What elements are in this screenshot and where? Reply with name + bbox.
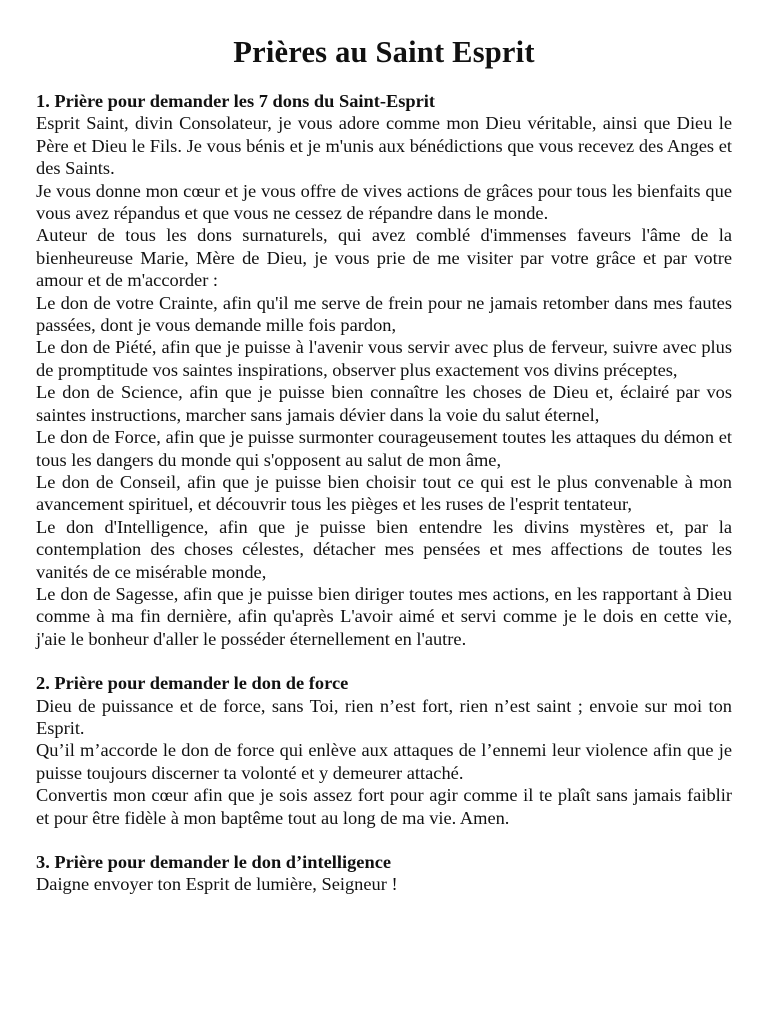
paragraph: Esprit Saint, divin Consolateur, je vous adore comme mon Dieu véritable, ainsi que Dieu le Père et Dieu le Fils. Je vous bénis et je m'unis aux bénédictions que vous recevez des Anges et des Saints. xyxy=(36,113,732,179)
section-heading: 1. Prière pour demander les 7 dons du Saint-Esprit xyxy=(36,91,436,111)
paragraph: Je vous donne mon cœur et je vous offre de vives actions de grâces pour tous les bienfaits que vous avez répandus et que vous ne cessez de répandre dans le monde. xyxy=(36,180,732,224)
section-heading: 2. Prière pour demander le don de force xyxy=(36,673,349,694)
paragraph: Dieu de puissance et de force, sans Toi, rien n’est fort, rien n’est saint ; envoie sur moi ton Esprit. xyxy=(36,695,732,738)
prayer-section-1 xyxy=(36,90,732,650)
paragraph: Daigne envoyer ton Esprit de lumière, Seigneur ! xyxy=(36,874,398,895)
prayer-section-3 xyxy=(36,851,732,896)
paragraph: Convertis mon cœur afin que je sois assez fort pour agir comme il te plaît sans jamais faiblir et pour être fidèle à mon baptême tout au long de ma vie. Amen. xyxy=(36,785,732,828)
section-heading: 3. Prière pour demander le don d’intelligence xyxy=(36,852,392,872)
paragraph: Le don de Sagesse, afin que je puisse bien diriger toutes mes actions, en les rapportant à Dieu comme à ma fin dernière, afin qu'après L'avoir aimé et servi comme je le dois en cette vie, j'aie le bonheur d'aller le posséder éternellement en l'autre. xyxy=(36,583,732,649)
paragraph: Le don de Piété, afin que je puisse à l'avenir vous servir avec plus de ferveur, suivre avec plus de promptitude vos saintes inspirations, observer plus exactement vos divins préceptes, xyxy=(36,337,732,380)
prayer-section-2 xyxy=(36,672,732,829)
paragraph: Qu’il m’accorde le don de force qui enlève aux attaques de l’ennemi leur violence afin que je puisse toujours discerner ta volonté et y demeurer attaché. xyxy=(36,740,732,783)
paragraph: Auteur de tous les dons surnaturels, qui avez comblé d'immenses faveurs l'âme de la bienheureuse Marie, Mère de Dieu, je vous prie de me visiter par votre grâce et par votre amour et de m'accorder : xyxy=(36,225,732,291)
paragraph: Le don d'Intelligence, afin que je puisse bien entendre les divins mystères et, par la contemplation des choses célestes, détacher mes pensées et mes affections de toutes les vanités de ce misérable monde, xyxy=(36,516,732,582)
paragraph: Le don de Conseil, afin que je puisse bien choisir tout ce qui est le plus convenable à mon avancement spirituel, et découvrir tous les pièges et les ruses de l'esprit tentateur, xyxy=(36,471,732,515)
paragraph: Le don de votre Crainte, afin qu'il me serve de frein pour ne jamais retomber dans mes fautes passées, dont je vous demande mille fois pardon, xyxy=(36,292,732,336)
paragraph: Le don de Force, afin que je puisse surmonter courageusement toutes les attaques du démon et tous les dangers du monde qui s'opposent au salut de mon âme, xyxy=(36,427,732,470)
page-title: Prières au Saint Esprit xyxy=(233,35,535,69)
paragraph: Le don de Science, afin que je puisse bien connaître les choses de Dieu et, éclairé par vos saintes instructions, marcher sans jamais dévier dans la voie du salut éternel, xyxy=(36,382,732,425)
